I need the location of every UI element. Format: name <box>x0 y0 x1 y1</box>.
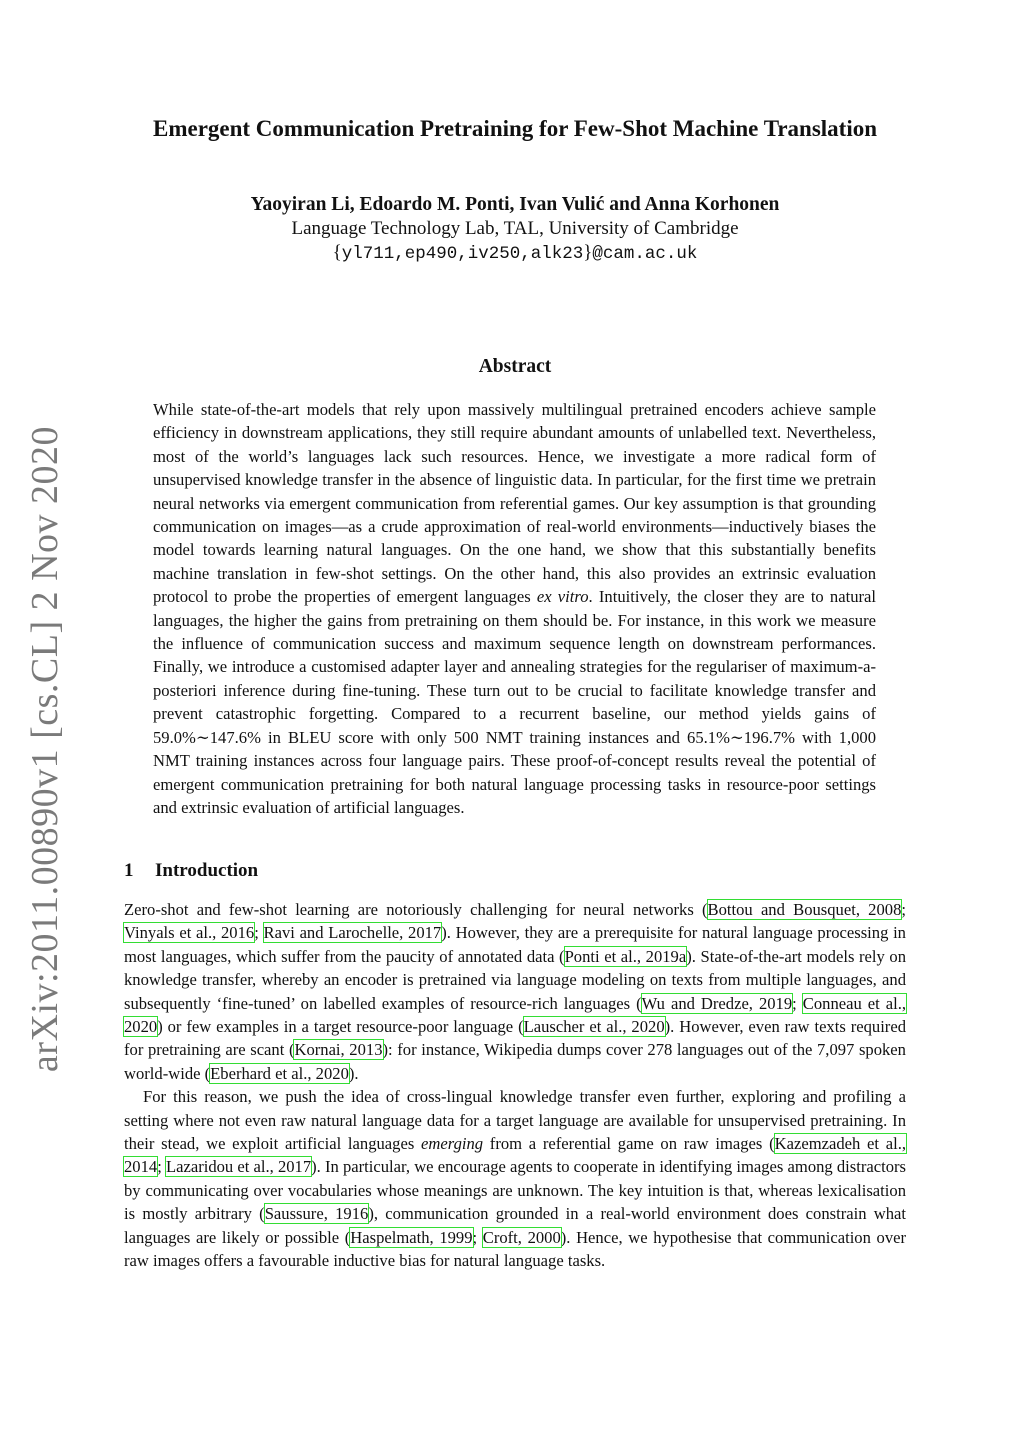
text-run: ; <box>792 993 803 1013</box>
introduction-body <box>124 898 906 1273</box>
text-run: For this reason, we push the idea of cross-lingual knowledge transfer even further, exploring and profiling a setting where not even raw natural language data for a target language are available for unsupervised pretraining. In their stead, we exploit artificial languages <box>124 1087 906 1154</box>
text-run: ): for instance, Wikipedia dumps cover 278 languages out of the 7,097 spoken world-wide ( <box>124 1040 906 1083</box>
section-number: 1 <box>124 860 134 881</box>
paper-affiliation: Language Technology Lab, TAL, University of Cambridge <box>291 218 739 239</box>
email-brace-open: { <box>332 242 342 263</box>
abstract-body <box>153 398 876 819</box>
citation-link[interactable]: Lauscher et al., 2020 <box>523 1017 665 1037</box>
text-run: ; <box>472 1227 483 1247</box>
citation-link[interactable]: Saussure, 1916 <box>264 1204 369 1224</box>
text-run: from a referential game on raw images ( <box>483 1134 775 1154</box>
section-heading-introduction <box>124 860 258 882</box>
paper-email <box>100 242 930 264</box>
emphasis: emerging <box>421 1134 484 1154</box>
text-run: ; <box>157 1157 166 1177</box>
text-run: ; <box>254 923 264 943</box>
citation-link[interactable]: Wu and Dredze, 2019 <box>641 993 793 1013</box>
paragraph <box>124 1085 906 1272</box>
citation-link[interactable]: Ravi and Larochelle, 2017 <box>263 923 442 943</box>
citation-link[interactable]: Eberhard et al., 2020 <box>210 1063 349 1083</box>
abstract-emphasis: ex vitro <box>536 587 589 607</box>
paper-title: Emergent Communication Pretraining for Few-Shot Machine Translation <box>152 116 878 141</box>
citation-link[interactable]: Kazemzadeh et al., 2014 <box>124 1134 907 1177</box>
text-run: ), communication grounded in a real-world environment does constrain what languages are likely or possible ( <box>124 1204 907 1247</box>
citation-link[interactable]: Lazaridou et al., 2017 <box>165 1157 312 1177</box>
paragraph <box>124 898 906 1085</box>
email-domain: @cam.ac.uk <box>592 244 698 264</box>
abstract-text-part: While state-of-the-art models that rely upon massively multilingual pretrained encoders achieve sample efficiency in downstream applications, they still require abundant amounts of unlabelled text. Nevertheless, most of the world’s languages lack such resources. Hence, we investigate a more radical form of unsupervised knowledge transfer in the absence of linguistic data. In particular, for the first time we pretrain neural networks via emergent communication from referential games. Our key assumption is that grounding communication on images—as a crude approximation of real-world environments—inductively biases the model towards learning natural languages. On the one hand, we show that this substantially benefits machine translation in few-shot settings. On the other hand, this also provides an extrinsic evaluation protocol to probe the properties of emergent languages <box>153 400 876 607</box>
section-title: Introduction <box>155 860 259 881</box>
abstract-heading: Abstract <box>478 356 552 377</box>
email-brace-close: } <box>583 242 593 263</box>
citation-link[interactable]: Croft, 2000 <box>482 1227 561 1247</box>
citation-link[interactable]: Kornai, 2013 <box>294 1040 383 1060</box>
text-run: ; <box>901 900 906 919</box>
arxiv-identifier: arXiv:2011.00890v1 [cs.CL] 2 Nov 2020 <box>24 425 66 1073</box>
paper-authors: Yaoyiran Li, Edoardo M. Ponti, Ivan Vulić and Anna Korhonen <box>250 194 780 215</box>
arxiv-sidebar <box>12 425 78 1073</box>
text-run: ). However, even raw texts required for pretraining are scant ( <box>124 1017 906 1060</box>
text-run: ). State-of-the-art models rely on knowledge transfer, whereby an encoder is pretrained via language modeling on texts from multiple languages, and subsequently ‘fine-tuned’ on labelled examples of resource-rich languages ( <box>124 946 906 1013</box>
text-run: ). <box>348 1063 359 1083</box>
citation-link[interactable]: Conneau et al., 2020 <box>124 993 907 1037</box>
citation-link[interactable]: Ponti et al., 2019a <box>564 946 687 966</box>
text-run: Zero-shot and few-shot learning are notoriously challenging for neural networks ( <box>124 900 708 919</box>
abstract-text-part: . Intuitively, the closer they are to natural languages, the higher the gains from pretraining on them should be. For instance, in this work we measure the influence of communication success and maximum sequence length on downstream performances. Finally, we introduce a customised adapter layer and annealing strategies for the regulariser of maximum-a-posteriori inference during fine-tuning. These turn out to be crucial to facilitate knowledge transfer and prevent catastrophic forgetting. Compared to a recurrent baseline, our method yields gains of 59.0%∼147.6% in BLEU score with only 500 NMT training instances and 65.1%∼196.7% with 1,000 NMT training instances across four language pairs. These proof-of-concept results reveal the potential of emergent communication pretraining for both natural language processing tasks in resource-poor settings and extrinsic evaluation of artificial languages. <box>153 587 877 817</box>
citation-link[interactable]: Vinyals et al., 2016 <box>124 923 255 943</box>
citation-link[interactable]: Bottou and Bousquet, 2008 <box>707 900 902 919</box>
text-run: ). In particular, we encourage agents to cooperate in identifying images among distractors by communicating over vocabularies whose meanings are unknown. The key intuition is that, whereas lexicalisation is mostly arbitrary ( <box>124 1157 906 1224</box>
text-run: ). However, they are a prerequisite for natural language processing in most languages, which suffer from the paucity of annotated data ( <box>124 923 906 966</box>
email-users: yl711,ep490,iv250,alk23 <box>341 244 584 264</box>
text-run: ). Hence, we hypothesise that communication over raw images offers a favourable inductive bias for natural language tasks. <box>124 1227 907 1271</box>
text-run: ) or few examples in a target resource-poor language ( <box>157 1017 524 1037</box>
citation-link[interactable]: Haspelmath, 1999 <box>350 1227 473 1247</box>
